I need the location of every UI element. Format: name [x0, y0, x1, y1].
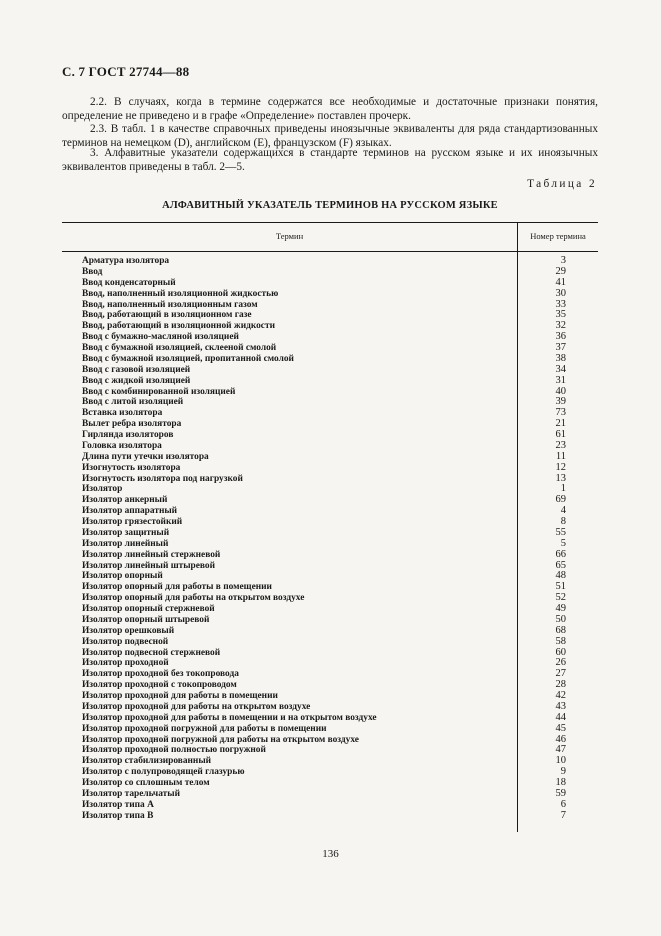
- term-number: 23: [555, 439, 566, 451]
- term-number: 29: [555, 265, 566, 277]
- table-row: [0, 626, 661, 637]
- table-row: [0, 376, 661, 387]
- term-number: 51: [555, 581, 566, 593]
- table-title: АЛФАВИТНЫЙ УКАЗАТЕЛЬ ТЕРМИНОВ НА РУССКОМ ЯЗЫКЕ: [162, 200, 498, 211]
- term-name: Ввод с бумажно-масляной изоляцией: [82, 332, 239, 343]
- term-name: Ввод, работающий в изоляционном газе: [82, 310, 252, 321]
- term-number: 31: [555, 374, 566, 386]
- term-name: Ввод с бумажной изоляцией, пропитанной смолой: [82, 353, 294, 364]
- term-number: 73: [555, 407, 566, 419]
- term-number: 1: [560, 483, 566, 495]
- term-name: Изолятор: [82, 484, 123, 495]
- term-name: Изолятор анкерный: [82, 495, 168, 506]
- term-name: Изолятор тарельчатый: [82, 788, 180, 799]
- term-number: 28: [555, 679, 566, 691]
- paragraph-text: 3. Алфавитные указатели содержащихся в стандарте терминов на русском языке и их иноязычных эквивалентов приведены в табл. 2—5.: [62, 147, 598, 173]
- term-name: Изолятор опорный стержневой: [82, 604, 215, 614]
- term-number: 12: [555, 461, 566, 473]
- paragraph-text: 2.2. В случаях, когда в термине содержатся все необходимые и достаточные признаки понятия, определение не приведено и в графе «Определение» поставлен прочерк.: [62, 96, 598, 122]
- term-number: 69: [555, 494, 566, 506]
- term-number: 27: [555, 668, 566, 680]
- term-name: Изолятор проходной для работы в помещении и на открытом воздухе: [82, 712, 377, 723]
- term-number: 48: [555, 570, 566, 582]
- term-name: Изолятор линейный: [82, 538, 169, 549]
- term-number: 3: [560, 255, 566, 266]
- term-name: Ввод, наполненный изоляционным газом: [82, 299, 258, 310]
- term-number: 40: [555, 385, 566, 397]
- term-number: 5: [560, 537, 566, 549]
- term-number: 68: [555, 624, 566, 636]
- table-row: [0, 637, 661, 648]
- term-number: 43: [555, 700, 566, 712]
- page-number: 136: [322, 848, 339, 860]
- table-row: [0, 811, 661, 822]
- term-number: 55: [555, 526, 566, 538]
- term-name: Изолятор подвесной: [82, 636, 169, 647]
- term-number: 26: [555, 657, 566, 669]
- term-name: Изолятор орешковый: [82, 625, 175, 636]
- term-name: Ввод: [82, 266, 103, 277]
- term-number: 21: [555, 418, 566, 430]
- term-number: 45: [555, 722, 566, 734]
- term-number: 44: [555, 711, 566, 723]
- term-number: 36: [555, 331, 566, 343]
- term-name: Изогнутость изолятора под нагрузкой: [82, 473, 243, 484]
- term-number: 41: [555, 276, 566, 288]
- term-name: Изолятор стабилизированный: [82, 756, 212, 767]
- term-name: Изолятор с полупроводящей глазурью: [82, 767, 245, 778]
- term-name: Изолятор проходной погружной для работы на открытом воздухе: [82, 734, 359, 745]
- term-name: Изолятор типа А: [82, 799, 154, 810]
- term-number: 35: [555, 309, 566, 321]
- term-name: Ввод с жидкой изоляцией: [82, 375, 191, 386]
- term-number: 11: [555, 450, 566, 462]
- term-number: 65: [555, 559, 566, 571]
- term-number: 60: [555, 646, 566, 658]
- term-number: 34: [555, 363, 566, 375]
- term-number: 10: [555, 755, 566, 767]
- table-row: [0, 463, 661, 474]
- term-number: 50: [555, 613, 566, 625]
- term-name: Изолятор проходной без токопровода: [82, 669, 239, 680]
- term-name: Изолятор проходной для работы на открытом воздухе: [82, 701, 311, 712]
- term-name: Изолятор линейный штыревой: [82, 560, 216, 571]
- term-number: 46: [555, 733, 566, 745]
- term-name: Изолятор типа В: [82, 810, 154, 821]
- term-name: Изолятор опорный: [82, 571, 163, 582]
- term-number: 4: [560, 505, 566, 517]
- term-number: 32: [555, 320, 566, 332]
- term-name: Гирлянда изоляторов: [82, 430, 174, 440]
- page-header: С. 7 ГОСТ 27744—88: [62, 64, 190, 79]
- term-name: Изогнутость изолятора: [82, 462, 181, 473]
- term-name: Ввод конденсаторный: [82, 277, 176, 288]
- term-number: 58: [555, 635, 566, 647]
- table-row: [0, 724, 661, 735]
- term-name: Изолятор линейный стержневой: [82, 549, 221, 560]
- term-number: 9: [560, 766, 566, 778]
- table-row: [0, 539, 661, 550]
- table-label: Таблица 2: [527, 178, 597, 190]
- term-number: 33: [555, 298, 566, 310]
- table-row: [0, 800, 661, 811]
- term-number: 18: [555, 777, 566, 788]
- paragraph-3: [62, 147, 598, 174]
- table-row: [0, 713, 661, 724]
- term-name: Изолятор аппаратный: [82, 506, 178, 517]
- term-number: 52: [555, 592, 566, 604]
- table-row: [0, 289, 661, 300]
- term-name: Ввод с газовой изоляцией: [82, 364, 191, 375]
- term-name: Вылет ребра изолятора: [82, 419, 182, 430]
- table-row: [0, 365, 661, 376]
- term-name: Ввод с литой изоляцией: [82, 397, 184, 408]
- term-number: 7: [560, 809, 566, 821]
- term-number: 8: [560, 516, 566, 527]
- term-name: Изолятор подвесной стержневой: [82, 647, 221, 658]
- paragraph-text: 2.3. В табл. 1 в качестве справочных приведены иноязычные эквиваленты для ряда стандартизованных терминов на немецком (D), английском (E), французском (F) языках.: [62, 123, 598, 149]
- term-number: 49: [555, 603, 566, 614]
- term-name: Изолятор со сплошным телом: [82, 778, 210, 788]
- term-number: 39: [555, 396, 566, 408]
- term-number: 42: [555, 690, 566, 701]
- term-name: Изолятор проходной полностью погружной: [82, 745, 266, 756]
- term-name: Изолятор опорный штыревой: [82, 614, 210, 625]
- column-header-term: Термин: [275, 231, 304, 241]
- term-name: Ввод, наполненный изоляционной жидкостью: [82, 288, 279, 299]
- term-number: 66: [555, 548, 566, 560]
- term-name: Изолятор опорный для работы в помещении: [82, 582, 272, 593]
- term-name: Ввод с комбинированной изоляцией: [82, 386, 236, 397]
- term-name: Изолятор проходной: [82, 658, 169, 669]
- term-number: 38: [555, 352, 566, 364]
- term-number: 61: [555, 429, 566, 440]
- term-number: 30: [555, 287, 566, 299]
- term-name: Арматура изолятора: [82, 256, 170, 266]
- term-number: 59: [555, 787, 566, 799]
- table-row: [0, 278, 661, 289]
- term-name: Изолятор проходной погружной для работы в помещении: [82, 723, 327, 734]
- term-name: Изолятор проходной для работы в помещении: [82, 691, 278, 701]
- paragraph-2-2: [62, 96, 598, 123]
- table-row: [0, 550, 661, 561]
- term-name: Вставка изолятора: [82, 408, 163, 419]
- term-name: Изолятор проходной с токопроводом: [82, 680, 237, 691]
- term-name: Ввод, работающий в изоляционной жидкости: [82, 321, 275, 332]
- term-number: 37: [555, 342, 566, 353]
- term-name: Изолятор грязестойкий: [82, 517, 183, 527]
- term-name: Длина пути утечки изолятора: [82, 451, 209, 462]
- term-number: 6: [560, 798, 566, 810]
- term-number: 47: [555, 744, 566, 756]
- term-name: Ввод с бумажной изоляцией, склееной смолой: [82, 343, 277, 353]
- table-row: [0, 452, 661, 463]
- column-header-number: Номер термина: [530, 231, 586, 241]
- term-name: Изолятор опорный для работы на открытом воздухе: [82, 593, 305, 604]
- paragraph-2-3: [62, 123, 598, 150]
- term-name: Изолятор защитный: [82, 527, 170, 538]
- table-body: [0, 256, 661, 822]
- term-name: Головка изолятора: [82, 440, 162, 451]
- term-number: 13: [555, 472, 566, 484]
